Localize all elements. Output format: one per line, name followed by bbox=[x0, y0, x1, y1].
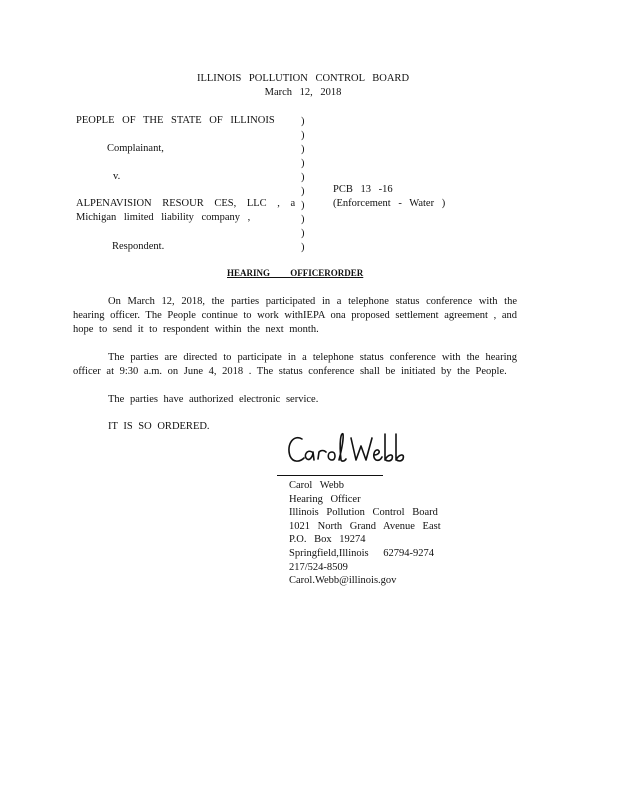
plaintiff-role: Complainant, bbox=[107, 143, 164, 154]
signer-title: Hearing Officer bbox=[289, 493, 361, 505]
paragraph-next-conference: The parties are directed to participate in a telephone status conference with the hearing officer at 9:30 a.m. on June 4, 2018 . The status conference shall be initiated by the People. bbox=[73, 352, 517, 378]
paren: ) bbox=[301, 116, 305, 127]
signature-block bbox=[289, 479, 441, 588]
plaintiff-name: PEOPLE OF THE STATE OF ILLINOIS bbox=[76, 115, 275, 126]
signer-po-box: P.O. Box 19274 bbox=[289, 534, 366, 546]
signer-phone: 217/524-8509 bbox=[289, 561, 348, 573]
case-number: PCB 13 -16 bbox=[333, 184, 393, 195]
agency-title: ILLINOIS POLLUTION CONTROL BOARD bbox=[196, 73, 410, 84]
order-title: HEARING OFFICERORDER bbox=[227, 268, 364, 278]
handwritten-signature bbox=[284, 430, 414, 472]
paren: ) bbox=[301, 228, 305, 239]
paren: ) bbox=[301, 158, 305, 169]
paren: ) bbox=[301, 144, 305, 155]
paragraph-status-conference: On March 12, 2018, the parties participated in a telephone status conference with the hearing officer. The People continue to work withIEPA ona proposed settlement agreement , and hope to send it to respondent within the next month. bbox=[73, 296, 517, 336]
paren: ) bbox=[301, 130, 305, 141]
paragraph-so-ordered: IT IS SO ORDERED. bbox=[108, 421, 210, 432]
signer-email[interactable]: Carol.Webb@illinois.gov bbox=[289, 575, 397, 587]
defendant-role: Respondent. bbox=[112, 241, 165, 252]
signer-name: Carol Webb bbox=[289, 480, 344, 491]
paren: ) bbox=[301, 242, 305, 253]
paren: ) bbox=[301, 214, 305, 225]
case-type: (Enforcement - Water ) bbox=[333, 198, 446, 209]
signer-street: 1021 North Grand Avenue East bbox=[289, 520, 441, 532]
paren: ) bbox=[301, 172, 305, 183]
defendant-name-line2: Michigan limited liability company , bbox=[76, 212, 251, 223]
paragraph-electronic-service: The parties have authorized electronic service. bbox=[108, 394, 319, 405]
defendant-name-line1: ALPENAVISION RESOUR CES, LLC , a bbox=[76, 198, 296, 209]
paren: ) bbox=[301, 200, 305, 211]
caption-parentheses bbox=[301, 115, 305, 255]
order-date: March 12, 2018 bbox=[264, 87, 342, 98]
signer-org: Illinois Pollution Control Board bbox=[289, 507, 438, 519]
versus-label: v. bbox=[113, 171, 121, 182]
paren: ) bbox=[301, 186, 305, 197]
signature-line bbox=[277, 475, 383, 476]
signer-city: Springfield,Illinois 62794-9274 bbox=[289, 547, 434, 559]
